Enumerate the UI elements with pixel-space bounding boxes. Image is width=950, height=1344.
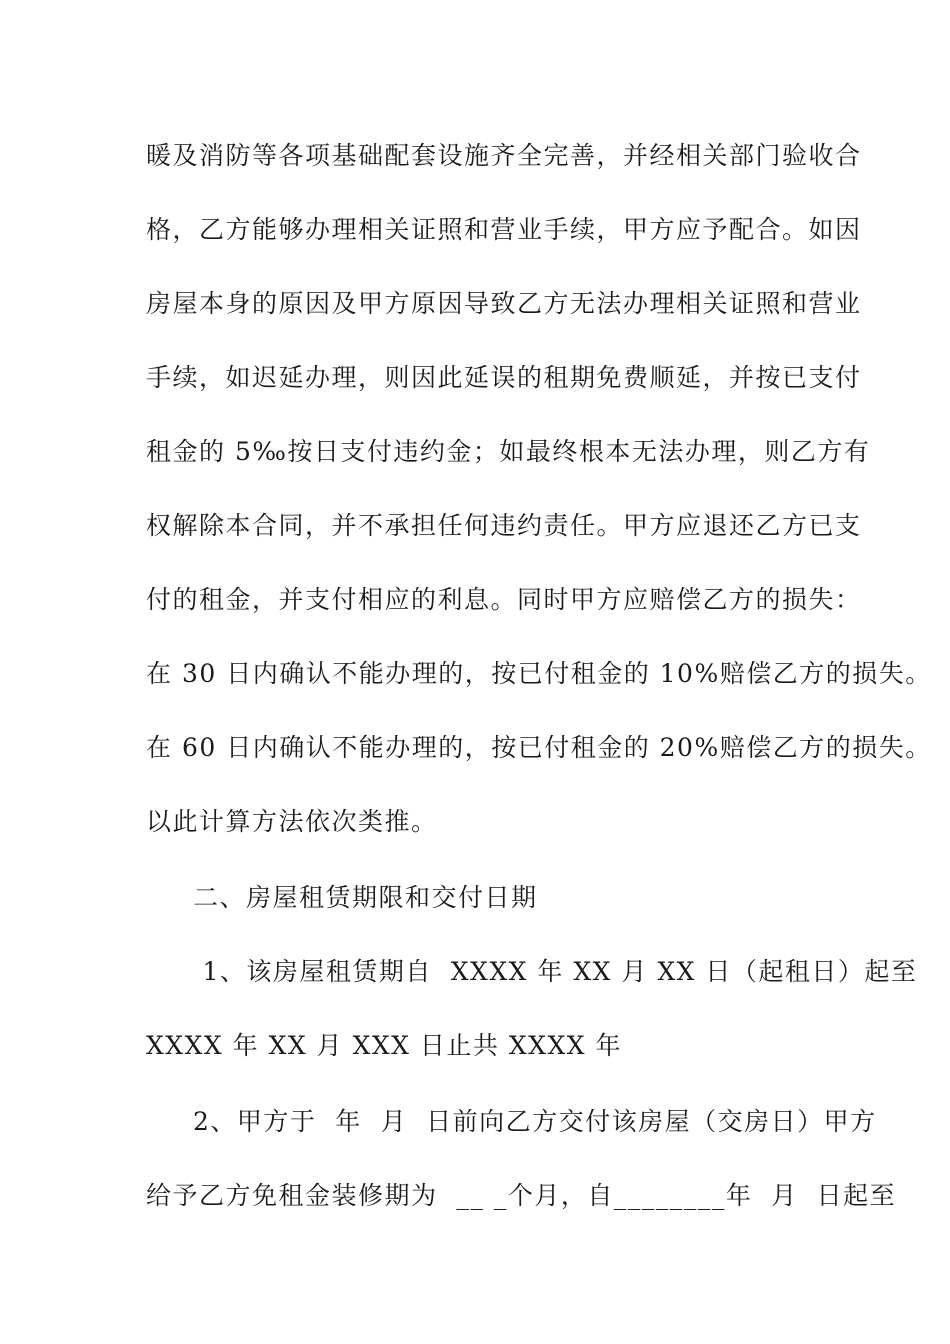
section-heading: 二、房屋租赁期限和交付日期 (193, 883, 538, 912)
paragraph-line: 权解除本合同，并不承担任何违约责任。甲方应退还乙方已支 (146, 511, 862, 540)
paragraph-line: 房屋本身的原因及甲方原因导致乙方无法办理相关证照和营业 (146, 289, 862, 318)
clause-line: 2、甲方于 年 月 日前向乙方交付该房屋（交房日）甲方 (193, 1107, 877, 1136)
paragraph-line: 暖及消防等各项基础配套设施齐全完善，并经相关部门验收合 (146, 141, 862, 170)
clause-line: 1、该房屋租赁期自 XXXX 年 XX 月 XX 日（起租日）起至 (193, 957, 918, 986)
paragraph-line: 在 30 日内确认不能办理的，按已付租金的 10%赔偿乙方的损失。 (146, 659, 932, 688)
paragraph-line: 格，乙方能够办理相关证照和营业手续，甲方应予配合。如因 (146, 215, 862, 244)
paragraph-line: 手续，如迟延办理，则因此延误的租期免费顺延，并按已支付 (146, 363, 862, 392)
paragraph-line: 付的租金，并支付相应的利息。同时甲方应赔偿乙方的损失： (146, 585, 862, 614)
paragraph-line: 租金的 5‰按日支付违约金；如最终根本无法办理，则乙方有 (146, 437, 871, 466)
clause-line: 给予乙方免租金装修期为 __ _个月，自________年 月 日起至 (146, 1181, 897, 1210)
paragraph-line: 在 60 日内确认不能办理的，按已付租金的 20%赔偿乙方的损失。 (146, 733, 932, 762)
paragraph-line: 以此计算方法依次类推。 (146, 807, 438, 836)
clause-line: XXXX 年 XX 月 XXX 日止共 XXXX 年 (146, 1031, 623, 1060)
